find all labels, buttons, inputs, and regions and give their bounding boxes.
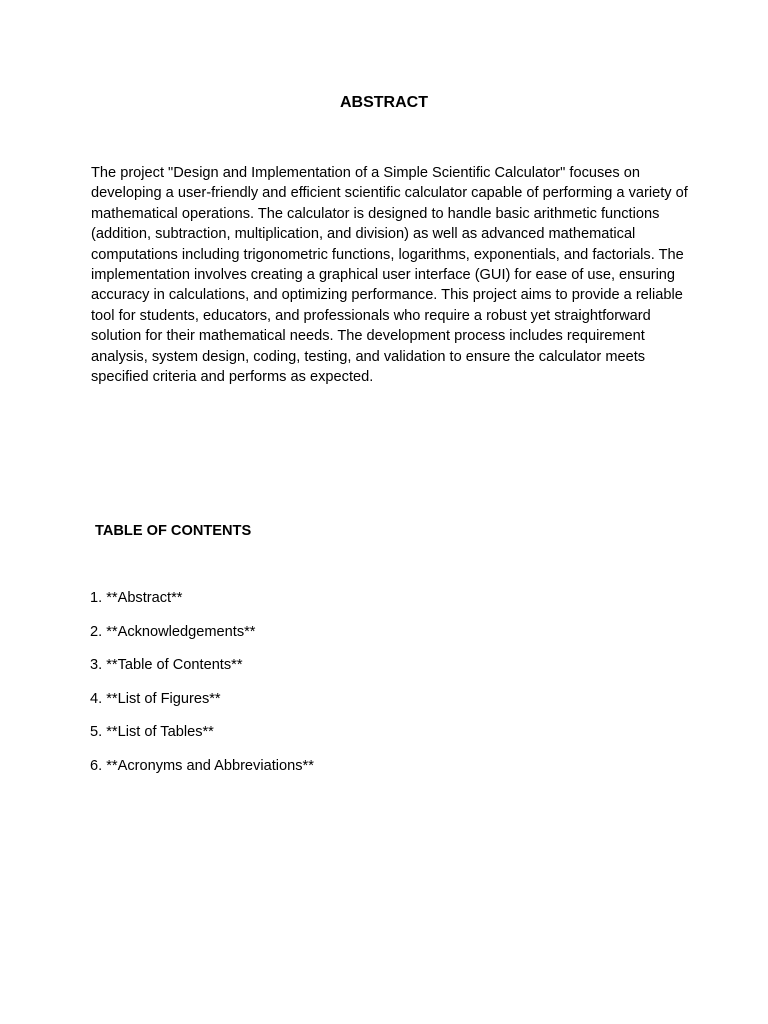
toc-heading: TABLE OF CONTENTS	[95, 523, 252, 539]
toc-list	[90, 588, 314, 789]
toc-item-list-of-figures: 4. **List of Figures**	[90, 690, 221, 707]
abstract-paragraph: The project "Design and Implementation of a Simple Scientific Calculator" focuses on developing a user-friendly and efficient scientific calculator capable of performing a variety of mathematical operations. The calculator is designed to handle basic arithmetic functions (addition, subtraction, multiplication, and division) as well as advanced mathematical computations including trigonometric functions, logarithms, exponentials, and factorials. The implementation involves creating a graphical user interface (GUI) for ease of use, ensuring accuracy in calculations, and optimizing performance. This project aims to provide a reliable tool for students, educators, and professionals who require a robust yet straightforward solution for their mathematical needs. The development process includes requirement analysis, system design, coding, testing, and validation to ensure the calculator meets specified criteria and performs as expected.	[91, 165, 688, 386]
toc-item-abstract: 1. **Abstract**	[90, 590, 183, 606]
abstract-heading: ABSTRACT	[340, 94, 428, 111]
toc-item-acronyms: 6. **Acronyms and Abbreviations**	[90, 757, 314, 774]
toc-item-table-of-contents: 3. **Table of Contents**	[90, 657, 243, 673]
toc-item-acknowledgements: 2. **Acknowledgements**	[90, 623, 256, 640]
toc-item-list-of-tables: 5. **List of Tables**	[90, 724, 214, 740]
